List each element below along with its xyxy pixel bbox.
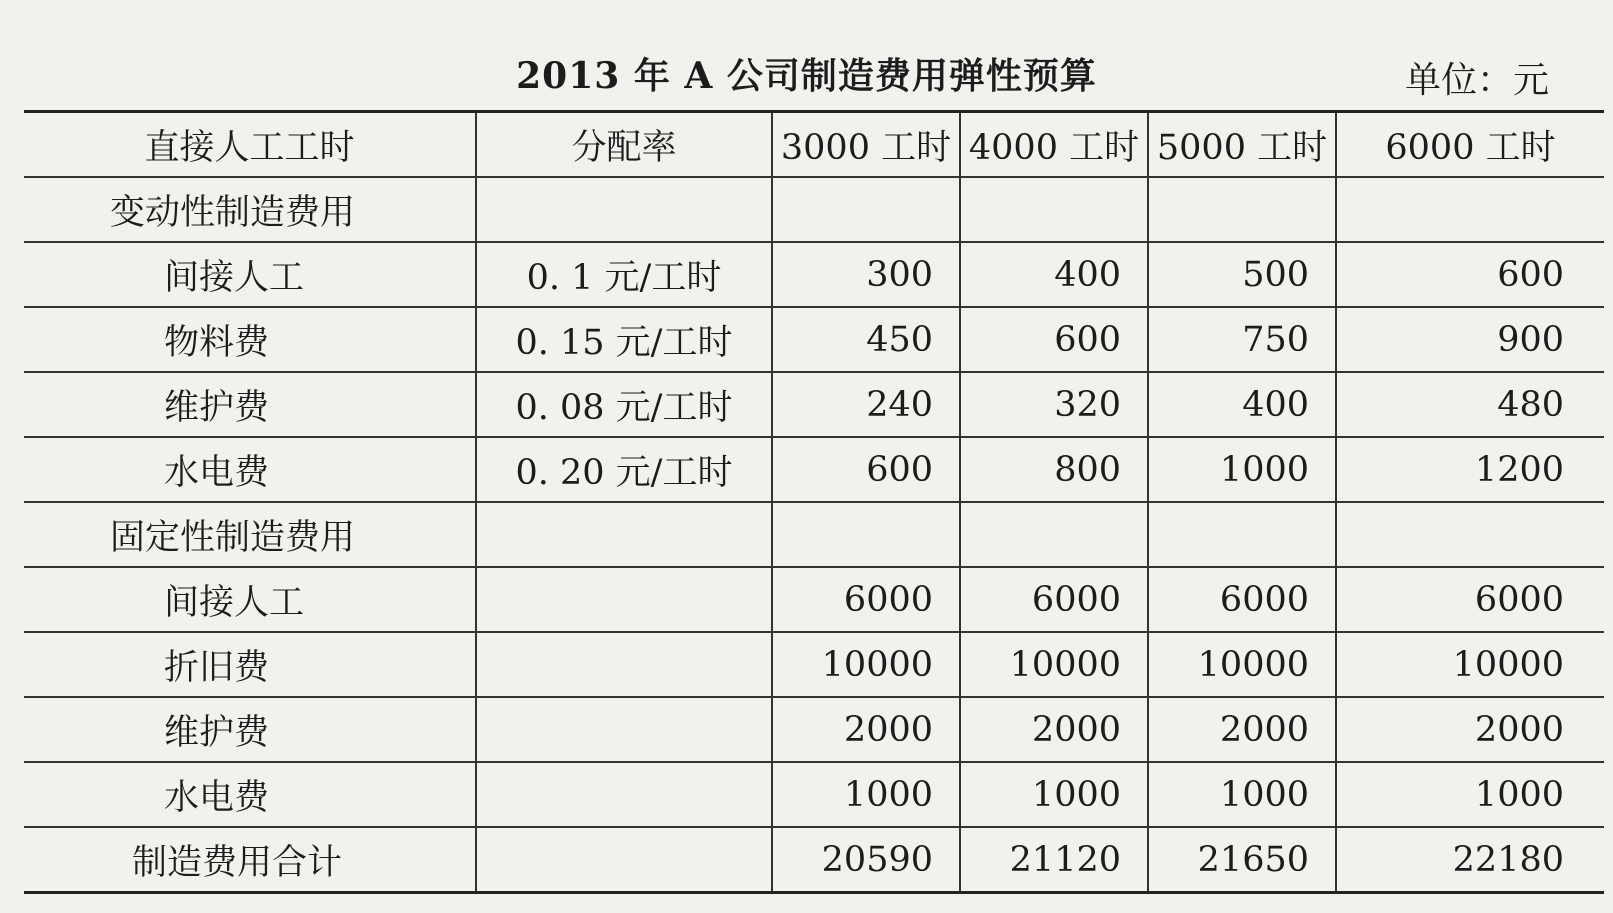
value-cell: 6000 <box>1148 567 1336 632</box>
rate-cell <box>476 697 772 762</box>
row-label: 水电费 <box>24 437 476 502</box>
value-cell: 400 <box>1148 372 1336 437</box>
value-cell: 1000 <box>1148 437 1336 502</box>
value-cell: 300 <box>772 242 960 307</box>
value-cell: 2000 <box>1148 697 1336 762</box>
value-cell: 2000 <box>1336 697 1604 762</box>
value-cell: 10000 <box>1148 632 1336 697</box>
rate-cell: 0. 20 元/工时 <box>476 437 772 502</box>
total-value-cell: 22180 <box>1336 827 1604 893</box>
value-cell: 900 <box>1336 307 1604 372</box>
column-header-3000: 3000 工时 <box>772 112 960 178</box>
table-row <box>24 307 1604 372</box>
total-label: 制造费用合计 <box>24 827 476 893</box>
value-cell: 6000 <box>772 567 960 632</box>
section-label: 变动性制造费用 <box>24 177 476 242</box>
column-header-rate: 分配率 <box>476 112 772 178</box>
value-cell: 1000 <box>960 762 1148 827</box>
row-label: 水电费 <box>24 762 476 827</box>
table-row <box>24 632 1604 697</box>
header-row <box>24 112 1604 178</box>
row-label: 物料费 <box>24 307 476 372</box>
value-cell: 2000 <box>960 697 1148 762</box>
table-row <box>24 567 1604 632</box>
total-value-cell: 21120 <box>960 827 1148 893</box>
value-cell: 750 <box>1148 307 1336 372</box>
rate-cell: 0. 1 元/工时 <box>476 242 772 307</box>
table-row <box>24 762 1604 827</box>
column-header-labor-hours: 直接人工工时 <box>144 127 355 168</box>
table-row <box>24 697 1604 762</box>
row-label: 折旧费 <box>24 632 476 697</box>
value-cell: 800 <box>960 437 1148 502</box>
value-cell: 600 <box>1336 242 1604 307</box>
column-header-4000: 4000 工时 <box>960 112 1148 178</box>
rate-cell: 0. 08 元/工时 <box>476 372 772 437</box>
value-cell: 6000 <box>1336 567 1604 632</box>
row-label: 维护费 <box>24 372 476 437</box>
section-row-variable <box>24 177 1604 242</box>
table-title: 2013 年 A 公司制造费用弹性预算 <box>516 55 1097 97</box>
value-cell: 600 <box>960 307 1148 372</box>
value-cell: 600 <box>772 437 960 502</box>
value-cell: 1200 <box>1336 437 1604 502</box>
section-row-fixed <box>24 502 1604 567</box>
value-cell: 2000 <box>772 697 960 762</box>
value-cell: 10000 <box>960 632 1148 697</box>
column-header-5000: 5000 工时 <box>1148 112 1336 178</box>
value-cell: 10000 <box>772 632 960 697</box>
value-cell: 500 <box>1148 242 1336 307</box>
rate-cell: 0. 15 元/工时 <box>476 307 772 372</box>
table-row <box>24 372 1604 437</box>
table-row <box>24 242 1604 307</box>
value-cell: 1000 <box>772 762 960 827</box>
rate-cell <box>476 567 772 632</box>
total-row <box>24 827 1604 893</box>
row-label: 间接人工 <box>24 567 476 632</box>
table-row <box>24 437 1604 502</box>
total-value-cell: 21650 <box>1148 827 1336 893</box>
value-cell: 1000 <box>1336 762 1604 827</box>
rate-cell <box>476 632 772 697</box>
section-label: 固定性制造费用 <box>24 502 476 567</box>
unit-label: 单位：元 <box>1405 60 1550 101</box>
value-cell: 1000 <box>1148 762 1336 827</box>
value-cell: 450 <box>772 307 960 372</box>
value-cell: 240 <box>772 372 960 437</box>
value-cell: 480 <box>1336 372 1604 437</box>
row-label: 维护费 <box>24 697 476 762</box>
total-value-cell: 20590 <box>772 827 960 893</box>
budget-table <box>24 110 1604 894</box>
value-cell: 400 <box>960 242 1148 307</box>
row-label: 间接人工 <box>24 242 476 307</box>
value-cell: 320 <box>960 372 1148 437</box>
value-cell: 10000 <box>1336 632 1604 697</box>
value-cell: 6000 <box>960 567 1148 632</box>
rate-cell <box>476 762 772 827</box>
column-header-6000: 6000 工时 <box>1336 112 1604 178</box>
